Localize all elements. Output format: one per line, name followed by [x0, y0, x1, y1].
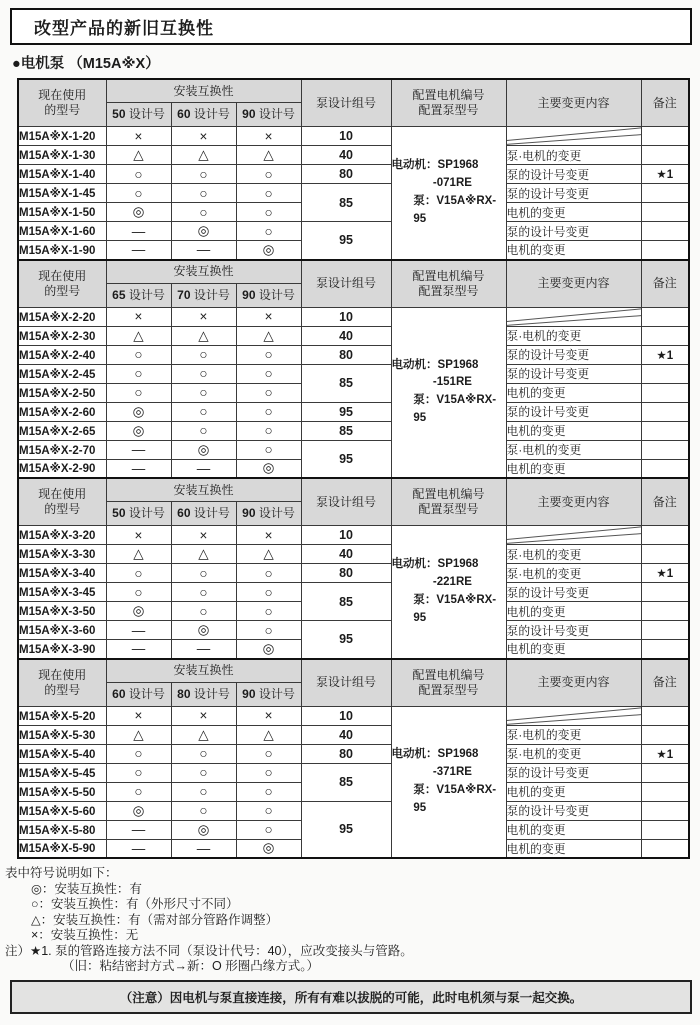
- table-row: [18, 402, 689, 421]
- col-header-design-no: 90 设计号: [236, 682, 301, 706]
- col-header-design-no: 60 设计号: [106, 682, 171, 706]
- compat-symbol: ○: [106, 744, 171, 763]
- col-header-model: 现在使用 的型号: [18, 478, 106, 526]
- table-row: [18, 127, 689, 146]
- compat-symbol: ◎: [171, 222, 236, 241]
- compat-symbol: —: [171, 640, 236, 659]
- compat-symbol: ○: [236, 602, 301, 621]
- compat-symbol: ○: [106, 165, 171, 184]
- compat-symbol: ○: [171, 801, 236, 820]
- col-header-design-no: 60 设计号: [171, 103, 236, 127]
- model-cell: M15A※X-5-45: [18, 763, 106, 782]
- model-cell: M15A※X-5-50: [18, 782, 106, 801]
- model-cell: M15A※X-1-45: [18, 184, 106, 203]
- compat-symbol: ×: [106, 706, 171, 725]
- remark-cell: [641, 222, 689, 241]
- table-row: [18, 146, 689, 165]
- pump-design-group: 40: [301, 326, 391, 345]
- change-cell: 泵的设计号变更: [506, 184, 641, 203]
- table-row: [18, 345, 689, 364]
- change-cell: 泵·电机的变更: [506, 440, 641, 459]
- model-cell: M15A※X-1-50: [18, 203, 106, 222]
- change-cell: 电机的变更: [506, 602, 641, 621]
- table-row: [18, 165, 689, 184]
- compat-symbol: ○: [171, 345, 236, 364]
- change-cell-diagonal: [506, 526, 641, 545]
- compat-symbol: ○: [236, 564, 301, 583]
- model-cell: M15A※X-1-30: [18, 146, 106, 165]
- legend-item: △：安装互换性：有（需对部分管路作调整）: [31, 912, 279, 927]
- compat-symbol: —: [171, 839, 236, 858]
- model-cell: M15A※X-3-30: [18, 545, 106, 564]
- change-cell: 电机的变更: [506, 839, 641, 858]
- change-cell: 泵的设计号变更: [506, 364, 641, 383]
- compat-symbol: ○: [236, 203, 301, 222]
- pump-design-group: 80: [301, 345, 391, 364]
- change-cell: 泵的设计号变更: [506, 402, 641, 421]
- legend-intro: 表中符号说明如下：: [5, 866, 118, 880]
- legend: [5, 866, 700, 975]
- compat-symbol: ×: [106, 127, 171, 146]
- change-cell: 泵的设计号变更: [506, 345, 641, 364]
- model-cell: M15A※X-2-60: [18, 402, 106, 421]
- compat-symbol: ×: [171, 127, 236, 146]
- change-cell: 电机的变更: [506, 383, 641, 402]
- motor-pump-config: 电动机：SP1968 -071RE 泵：V15A※RX-95: [391, 127, 506, 260]
- compat-symbol: ○: [171, 165, 236, 184]
- change-cell: 泵·电机的变更: [506, 744, 641, 763]
- table-section-3: [18, 478, 689, 659]
- change-cell-diagonal: [506, 706, 641, 725]
- compat-symbol: ×: [236, 127, 301, 146]
- remark-cell: [641, 801, 689, 820]
- change-cell-diagonal: [506, 127, 641, 146]
- compat-symbol: △: [171, 545, 236, 564]
- change-cell: 泵·电机的变更: [506, 725, 641, 744]
- table-section-4: [18, 659, 689, 859]
- compat-symbol: ×: [171, 526, 236, 545]
- compat-table: [17, 78, 690, 859]
- table-row: [18, 222, 689, 241]
- remark-cell: [641, 820, 689, 839]
- model-cell: M15A※X-2-30: [18, 326, 106, 345]
- remark-cell: [641, 184, 689, 203]
- change-cell: 电机的变更: [506, 820, 641, 839]
- remark-cell: ★1: [641, 744, 689, 763]
- col-header-design-no: 90 设计号: [236, 283, 301, 307]
- compat-symbol: △: [236, 725, 301, 744]
- col-header-config: 配置电机编号 配置泵型号: [391, 659, 506, 707]
- compat-symbol: ○: [106, 345, 171, 364]
- compat-symbol: △: [106, 146, 171, 165]
- compat-symbol: ◎: [106, 203, 171, 222]
- col-header-config: 配置电机编号 配置泵型号: [391, 478, 506, 526]
- compat-symbol: —: [106, 440, 171, 459]
- model-cell: M15A※X-2-40: [18, 345, 106, 364]
- compat-symbol: —: [106, 222, 171, 241]
- col-header-design-no: 90 设计号: [236, 502, 301, 526]
- change-cell: 电机的变更: [506, 640, 641, 659]
- col-header-pump-group: 泵设计组号: [301, 478, 391, 526]
- pump-design-group: 40: [301, 725, 391, 744]
- legend-item: ◎：安装互换性：有: [31, 881, 142, 896]
- col-header-design-no: 80 设计号: [171, 682, 236, 706]
- col-header-pump-group: 泵设计组号: [301, 79, 391, 127]
- compat-symbol: ○: [236, 345, 301, 364]
- table-row: [18, 744, 689, 763]
- compat-symbol: —: [106, 839, 171, 858]
- model-cell: M15A※X-2-45: [18, 364, 106, 383]
- model-cell: M15A※X-5-60: [18, 801, 106, 820]
- change-cell: 电机的变更: [506, 421, 641, 440]
- compat-symbol: ◎: [106, 402, 171, 421]
- change-cell: 电机的变更: [506, 459, 641, 478]
- remark-cell: [641, 402, 689, 421]
- change-cell: 泵的设计号变更: [506, 222, 641, 241]
- table-row: [18, 763, 689, 782]
- model-cell: M15A※X-5-80: [18, 820, 106, 839]
- col-header-design-no: 50 设计号: [106, 103, 171, 127]
- compat-symbol: —: [106, 459, 171, 478]
- model-cell: M15A※X-1-40: [18, 165, 106, 184]
- col-header-design-no: 60 设计号: [171, 502, 236, 526]
- table-row: [18, 545, 689, 564]
- remark-cell: [641, 440, 689, 459]
- model-cell: M15A※X-5-30: [18, 725, 106, 744]
- model-cell: M15A※X-3-40: [18, 564, 106, 583]
- pump-design-group: 85: [301, 763, 391, 801]
- model-cell: M15A※X-3-50: [18, 602, 106, 621]
- compat-symbol: △: [106, 326, 171, 345]
- table-section-2: [18, 260, 689, 479]
- compat-symbol: ◎: [236, 839, 301, 858]
- col-header-pump-group: 泵设计组号: [301, 659, 391, 707]
- pump-design-group: 95: [301, 222, 391, 260]
- compat-symbol: △: [106, 545, 171, 564]
- col-header-design-no: 50 设计号: [106, 502, 171, 526]
- compat-symbol: ○: [106, 184, 171, 203]
- remark-cell: [641, 364, 689, 383]
- table-row: [18, 440, 689, 459]
- compat-symbol: —: [171, 241, 236, 260]
- change-cell-diagonal: [506, 307, 641, 326]
- col-header-design-no: 90 设计号: [236, 103, 301, 127]
- pump-design-group: 95: [301, 440, 391, 478]
- model-cell: M15A※X-1-60: [18, 222, 106, 241]
- compat-symbol: ○: [236, 364, 301, 383]
- remark-cell: [641, 706, 689, 725]
- change-cell: 泵的设计号变更: [506, 621, 641, 640]
- remark-cell: ★1: [641, 345, 689, 364]
- pump-design-group: 80: [301, 564, 391, 583]
- pump-design-group: 85: [301, 364, 391, 402]
- footnote-star1-cont: （旧：粘结密封方式→新：O 形圈凸缘方式。）: [62, 959, 319, 973]
- compat-symbol: ○: [171, 364, 236, 383]
- col-header-remark: 备注: [641, 478, 689, 526]
- change-cell: 泵的设计号变更: [506, 801, 641, 820]
- compat-symbol: ○: [236, 440, 301, 459]
- remark-cell: [641, 621, 689, 640]
- change-cell: 泵·电机的变更: [506, 545, 641, 564]
- table-row: [18, 364, 689, 383]
- compat-symbol: ○: [171, 782, 236, 801]
- remark-cell: [641, 526, 689, 545]
- col-header-compat: 安装互换性: [106, 478, 301, 502]
- pump-design-group: 85: [301, 583, 391, 621]
- compat-symbol: ×: [171, 706, 236, 725]
- compat-symbol: ○: [171, 763, 236, 782]
- compat-symbol: —: [106, 621, 171, 640]
- compat-symbol: △: [171, 146, 236, 165]
- compat-symbol: ○: [236, 421, 301, 440]
- change-cell: 电机的变更: [506, 203, 641, 222]
- remark-cell: [641, 583, 689, 602]
- compat-symbol: ◎: [236, 640, 301, 659]
- remark-cell: [641, 383, 689, 402]
- remark-cell: [641, 545, 689, 564]
- pump-design-group: 10: [301, 127, 391, 146]
- change-cell: 泵的设计号变更: [506, 165, 641, 184]
- remark-cell: [641, 421, 689, 440]
- compat-symbol: ×: [106, 526, 171, 545]
- change-cell: 电机的变更: [506, 241, 641, 260]
- compat-symbol: ○: [171, 421, 236, 440]
- model-cell: M15A※X-2-65: [18, 421, 106, 440]
- compat-symbol: ○: [236, 222, 301, 241]
- model-cell: M15A※X-2-70: [18, 440, 106, 459]
- remark-cell: [641, 326, 689, 345]
- compat-symbol: ○: [106, 583, 171, 602]
- compat-symbol: ○: [236, 402, 301, 421]
- compat-symbol: —: [171, 459, 236, 478]
- col-header-config: 配置电机编号 配置泵型号: [391, 260, 506, 308]
- table-row: [18, 184, 689, 203]
- pump-design-group: 10: [301, 307, 391, 326]
- remark-cell: [641, 602, 689, 621]
- col-header-design-no: 65 设计号: [106, 283, 171, 307]
- model-cell: M15A※X-2-20: [18, 307, 106, 326]
- col-header-changes: 主要变更内容: [506, 659, 641, 707]
- change-cell: 泵的设计号变更: [506, 763, 641, 782]
- model-cell: M15A※X-2-90: [18, 459, 106, 478]
- model-cell: M15A※X-3-90: [18, 640, 106, 659]
- model-cell: M15A※X-5-20: [18, 706, 106, 725]
- compat-symbol: ○: [106, 564, 171, 583]
- compat-symbol: ○: [106, 383, 171, 402]
- remark-cell: [641, 307, 689, 326]
- remark-cell: [641, 127, 689, 146]
- remark-cell: [641, 241, 689, 260]
- change-cell: 电机的变更: [506, 782, 641, 801]
- compat-symbol: ◎: [106, 801, 171, 820]
- compat-symbol: ×: [106, 307, 171, 326]
- remark-cell: ★1: [641, 165, 689, 184]
- compat-symbol: ○: [106, 782, 171, 801]
- page-title: 改型产品的新旧互换性: [10, 8, 692, 45]
- table-section-1: [18, 79, 689, 260]
- motor-pump-config: 电动机：SP1968 -221RE 泵：V15A※RX-95: [391, 526, 506, 659]
- compat-symbol: ×: [236, 706, 301, 725]
- pump-design-group: 85: [301, 421, 391, 440]
- compat-symbol: △: [171, 326, 236, 345]
- compat-symbol: ○: [171, 744, 236, 763]
- pump-design-group: 95: [301, 402, 391, 421]
- col-header-model: 现在使用 的型号: [18, 79, 106, 127]
- compat-symbol: ○: [236, 184, 301, 203]
- compat-symbol: ○: [236, 583, 301, 602]
- compat-symbol: △: [236, 545, 301, 564]
- pump-design-group: 85: [301, 184, 391, 222]
- col-header-model: 现在使用 的型号: [18, 659, 106, 707]
- compat-symbol: ○: [171, 383, 236, 402]
- compat-symbol: △: [236, 326, 301, 345]
- notice-box: （注意）因电机与泵直接连接，所有有难以拔脱的可能，此时电机须与泵一起交换。: [10, 980, 692, 1014]
- compat-symbol: ×: [171, 307, 236, 326]
- col-header-changes: 主要变更内容: [506, 478, 641, 526]
- remark-cell: [641, 839, 689, 858]
- compat-symbol: ○: [236, 763, 301, 782]
- col-header-compat: 安装互换性: [106, 260, 301, 284]
- compat-symbol: ◎: [106, 421, 171, 440]
- compat-symbol: ×: [236, 307, 301, 326]
- col-header-compat: 安装互换性: [106, 659, 301, 683]
- table-row: [18, 706, 689, 725]
- remark-cell: [641, 146, 689, 165]
- table-row: [18, 725, 689, 744]
- compat-symbol: ○: [236, 782, 301, 801]
- table-row: [18, 526, 689, 545]
- compat-symbol: ○: [171, 184, 236, 203]
- model-cell: M15A※X-2-50: [18, 383, 106, 402]
- pump-design-group: 80: [301, 165, 391, 184]
- col-header-remark: 备注: [641, 79, 689, 127]
- compat-symbol: ○: [171, 203, 236, 222]
- pump-design-group: 40: [301, 545, 391, 564]
- compat-symbol: ○: [236, 383, 301, 402]
- remark-cell: [641, 459, 689, 478]
- section-subtitle: ●电机泵 （M15A※X）: [12, 56, 160, 72]
- compat-symbol: ○: [236, 744, 301, 763]
- remark-cell: [641, 725, 689, 744]
- compat-symbol: ◎: [171, 440, 236, 459]
- pump-design-group: 40: [301, 146, 391, 165]
- legend-list: [5, 882, 700, 944]
- compat-symbol: —: [106, 241, 171, 260]
- compat-symbol: △: [236, 146, 301, 165]
- compat-symbol: ○: [236, 165, 301, 184]
- change-cell: 泵·电机的变更: [506, 564, 641, 583]
- model-cell: M15A※X-5-40: [18, 744, 106, 763]
- model-cell: M15A※X-1-90: [18, 241, 106, 260]
- pump-design-group: 10: [301, 706, 391, 725]
- remark-cell: ★1: [641, 564, 689, 583]
- compat-symbol: △: [106, 725, 171, 744]
- model-cell: M15A※X-5-90: [18, 839, 106, 858]
- model-cell: M15A※X-3-45: [18, 583, 106, 602]
- remark-cell: [641, 640, 689, 659]
- pump-design-group: 95: [301, 801, 391, 858]
- legend-item: ×：安装互换性：无: [31, 928, 139, 942]
- col-header-changes: 主要变更内容: [506, 260, 641, 308]
- motor-pump-config: 电动机：SP1968 -151RE 泵：V15A※RX-95: [391, 307, 506, 478]
- change-cell: 泵·电机的变更: [506, 326, 641, 345]
- pump-design-group: 10: [301, 526, 391, 545]
- compat-symbol: ○: [236, 820, 301, 839]
- col-header-changes: 主要变更内容: [506, 79, 641, 127]
- footnote-star1: 注）★1. 泵的管路连接方法不同（泵设计代号：40），应改变接头与管路。: [5, 943, 413, 958]
- model-cell: M15A※X-3-60: [18, 621, 106, 640]
- col-header-design-no: 70 设计号: [171, 283, 236, 307]
- pump-design-group: 80: [301, 744, 391, 763]
- compat-symbol: ◎: [106, 602, 171, 621]
- col-header-remark: 备注: [641, 659, 689, 707]
- col-header-compat: 安装互换性: [106, 79, 301, 103]
- pump-design-group: 95: [301, 621, 391, 659]
- compat-symbol: ○: [171, 583, 236, 602]
- col-header-pump-group: 泵设计组号: [301, 260, 391, 308]
- col-header-config: 配置电机编号 配置泵型号: [391, 79, 506, 127]
- compat-symbol: ○: [106, 763, 171, 782]
- compat-symbol: ×: [236, 526, 301, 545]
- col-header-model: 现在使用 的型号: [18, 260, 106, 308]
- compat-symbol: —: [106, 820, 171, 839]
- change-cell: 泵·电机的变更: [506, 146, 641, 165]
- compat-symbol: ○: [236, 621, 301, 640]
- table-row: [18, 583, 689, 602]
- model-cell: M15A※X-1-20: [18, 127, 106, 146]
- compat-symbol: —: [106, 640, 171, 659]
- table-row: [18, 326, 689, 345]
- compat-symbol: ◎: [171, 820, 236, 839]
- motor-pump-config: 电动机：SP1968 -371RE 泵：V15A※RX-95: [391, 706, 506, 858]
- change-cell: 泵的设计号变更: [506, 583, 641, 602]
- compat-symbol: ◎: [171, 621, 236, 640]
- legend-item: ○：安装互换性：有（外形尺寸不同）: [31, 897, 239, 911]
- table-row: [18, 421, 689, 440]
- table-row: [18, 564, 689, 583]
- compat-symbol: ○: [171, 564, 236, 583]
- compat-symbol: ○: [171, 402, 236, 421]
- remark-cell: [641, 782, 689, 801]
- col-header-remark: 备注: [641, 260, 689, 308]
- compat-symbol: ○: [171, 602, 236, 621]
- compat-symbol: △: [171, 725, 236, 744]
- compat-symbol: ◎: [236, 241, 301, 260]
- compat-symbol: ○: [236, 801, 301, 820]
- remark-cell: [641, 763, 689, 782]
- compat-symbol: ○: [106, 364, 171, 383]
- table-row: [18, 307, 689, 326]
- table-row: [18, 621, 689, 640]
- table-row: [18, 801, 689, 820]
- compat-symbol: ◎: [236, 459, 301, 478]
- remark-cell: [641, 203, 689, 222]
- model-cell: M15A※X-3-20: [18, 526, 106, 545]
